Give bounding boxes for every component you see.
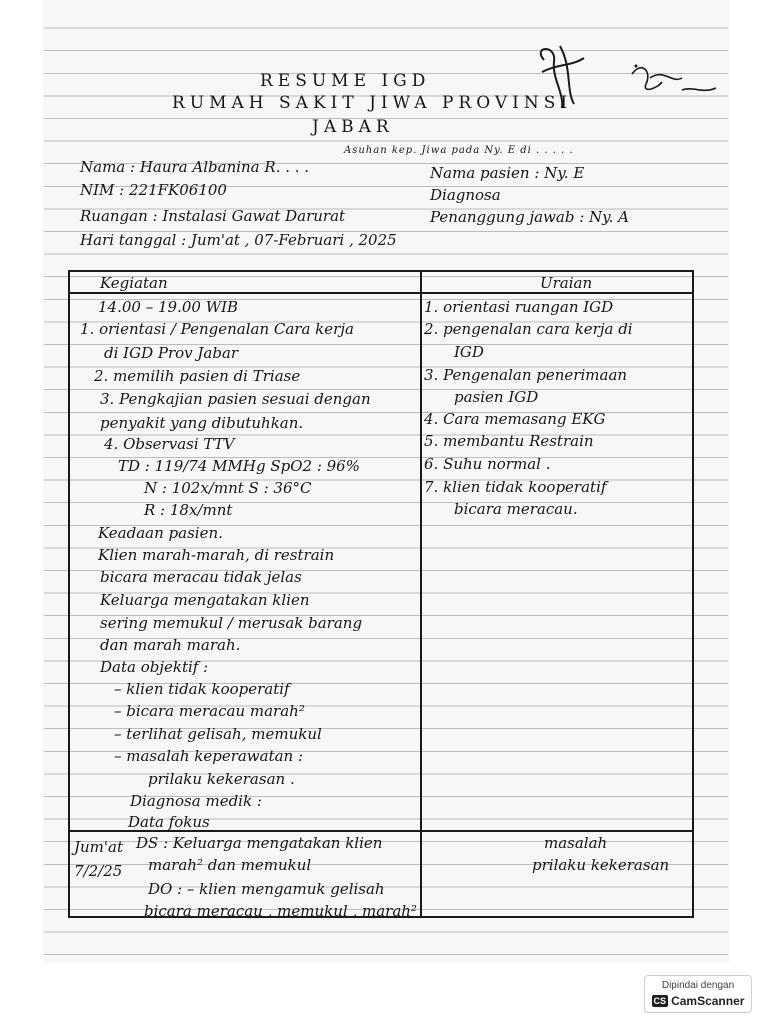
- kegiatan-line: 4. Observasi TTV: [104, 435, 235, 453]
- entry-date: 7/2/25: [74, 862, 123, 880]
- table-right-border: [692, 270, 694, 918]
- kegiatan-line: prilaku kekerasan .: [148, 770, 295, 788]
- diagnosa-field: Diagnosa: [430, 186, 501, 204]
- watermark-brand: [645, 993, 751, 1009]
- kegiatan-line: Keluarga mengatakan klien: [100, 591, 310, 609]
- uraian-line: 7. klien tidak kooperatif: [424, 478, 607, 496]
- kegiatan-line: Diagnosa medik :: [130, 792, 262, 810]
- kegiatan-line: Data objektif :: [100, 658, 209, 676]
- title-resume-igd: RESUME IGD: [260, 71, 431, 91]
- penanggung-jawab-field: Penanggung jawab : Ny. A: [430, 208, 629, 226]
- kegiatan-line: – masalah keperawatan :: [114, 747, 304, 765]
- header-kegiatan: Kegiatan: [100, 274, 168, 292]
- kegiatan-line: Keadaan pasien.: [98, 524, 223, 542]
- hari-tanggal-field: Hari tanggal : Jum'at , 07-Februari , 2025: [80, 231, 397, 249]
- title-region: JABAR: [312, 117, 394, 137]
- ruangan-field: Ruangan : Instalasi Gawat Darurat: [80, 207, 346, 225]
- title-hospital: RUMAH SAKIT JIWA PROVINSI: [172, 93, 573, 113]
- kegiatan-line: bicara meracau tidak jelas: [100, 568, 302, 586]
- watermark-brand-name: CamScanner: [671, 994, 745, 1008]
- kegiatan-line: R : 18x/mnt: [144, 501, 233, 519]
- entry-ds-line: marah² dan memukul: [148, 856, 312, 874]
- kegiatan-line: Klien marah-marah, di restrain: [98, 546, 335, 564]
- kegiatan-line: di IGD Prov Jabar: [104, 344, 239, 362]
- student-name: Nama : Haura Albanina R. . . .: [80, 158, 310, 176]
- kegiatan-line: Data fokus: [128, 813, 210, 831]
- table-top-border: [68, 270, 694, 272]
- table-middle-border: [420, 270, 422, 918]
- kegiatan-line: 3. Pengkajian pasien sesuai dengan: [100, 390, 371, 408]
- kegiatan-line: TD : 119/74 MMHg SpO2 : 96%: [118, 457, 360, 475]
- kegiatan-line: N : 102x/mnt S : 36°C: [144, 479, 312, 497]
- entry-masalah-line: prilaku kekerasan: [532, 856, 670, 874]
- student-nim: NIM : 221FK06100: [80, 181, 227, 199]
- kegiatan-line: 1. orientasi / Pengenalan Cara kerja: [80, 320, 354, 338]
- entry-day: Jum'at: [74, 838, 123, 856]
- kegiatan-line: 14.00 – 19.00 WIB: [98, 298, 239, 316]
- uraian-line: IGD: [454, 343, 484, 361]
- kegiatan-line: – klien tidak kooperatif: [114, 680, 290, 698]
- kegiatan-line: – bicara meracau marah²: [114, 702, 305, 720]
- nama-pasien-field: Nama pasien : Ny. E: [430, 164, 585, 182]
- uraian-line: 5. membantu Restrain: [424, 432, 594, 450]
- entry-masalah-line: masalah: [544, 834, 608, 852]
- kegiatan-line: sering memukul / merusak barang: [100, 614, 363, 632]
- camscanner-logo-icon: CS: [653, 996, 667, 1006]
- header-uraian: Uraian: [540, 274, 593, 292]
- table-header-divider: [68, 292, 694, 294]
- uraian-line: 2. pengenalan cara kerja di: [424, 320, 633, 338]
- table-left-border: [68, 270, 70, 918]
- watermark-caption: Dipindai dengan: [661, 980, 735, 991]
- kegiatan-line: penyakit yang dibutuhkan.: [100, 414, 304, 432]
- entry-do-line: DO : – klien mengamuk gelisah: [148, 880, 385, 898]
- uraian-line: 6. Suhu normal .: [424, 455, 551, 473]
- uraian-line: 3. Pengenalan penerimaan: [424, 366, 628, 384]
- uraian-line: bicara meracau.: [454, 500, 578, 518]
- entry-do-line: bicara meracau , memukul , marah²: [144, 902, 417, 920]
- uraian-line: pasien IGD: [454, 388, 539, 406]
- subtitle-asuhan: Asuhan kep. Jiwa pada Ny. E di . . . . .: [344, 145, 574, 156]
- uraian-line: 4. Cara memasang EKG: [424, 410, 606, 428]
- kegiatan-line: 2. memilih pasien di Triase: [94, 367, 301, 385]
- kegiatan-line: dan marah marah.: [100, 636, 241, 654]
- uraian-line: 1. orientasi ruangan IGD: [424, 298, 614, 316]
- entry-ds-line: DS : Keluarga mengatakan klien: [136, 834, 383, 852]
- scanned-page: [44, 0, 728, 962]
- kegiatan-line: – terlihat gelisah, memukul: [114, 725, 322, 743]
- camscanner-watermark: [644, 975, 752, 1013]
